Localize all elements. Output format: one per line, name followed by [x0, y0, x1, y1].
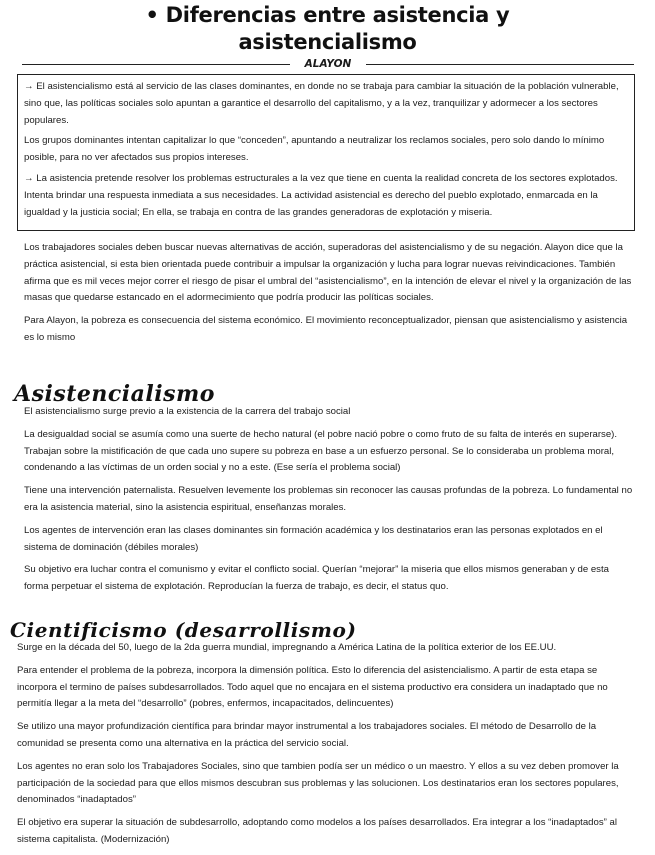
box-paragraph-asistencialismo: → El asistencialismo está al servicio de las clases dominantes, en donde no se trabaja para cambiar la situación de la población vulnerable, sino que, las políticas sociales solo apuntan a garantice el desarrollo del capitalismo, y a la vez, tranquilizar y adormecer a los sectores populares. — [24, 81, 619, 126]
box-paragraph-grupos-dominantes: Los grupos dominantes intentan capitalizar lo que “conceden”, apuntando a neutralizar los reclamos sociales, pero solo dando lo mínimo posible, para no ver afectados sus propios intereses. — [24, 135, 605, 164]
author-name: ALAYON — [304, 58, 352, 70]
asistencialismo-paragraph-3: Tiene una intervención paternalista. Resuelven levemente los problemas sin reconocer las causas profundas de la pobreza. Lo fundamental no era la asistencia material, sino la asistencia espiritual, enseñanzas morales. — [24, 485, 633, 513]
cientificismo-paragraph-4: Los agentes no eran solo los Trabajadores Sociales, sino que tambien podía ser un médico o un maestro. Y ellos a su vez deben promover la participación de la sociedad para que ellos mismos descubran sus problemas y las solucionen. Los destinatarios eran los sectores populares, denominados “inadaptados” — [17, 760, 619, 806]
cientificismo-section — [17, 640, 635, 855]
intro-paragraph-1: Los trabajadores sociales deben buscar nuevas alternativas de acción, superadoras del asistencialismo y de su negación. Alayon dice que la práctica asistencial, si esta bien orientada puede contribuir a impulsar la organización y lucha para lograr nuevas reivindicaciones. También afirma que es mil veces mejor correr el riesgo de pisar el umbral del “asistencialismo”, en la intención de elevar el nivel y la organización de las masas que quedarse estancado en el adormecimiento que podría producir las políticas sociales. — [24, 242, 632, 304]
asistencialismo-paragraph-5: Su objetivo era luchar contra el comunismo y evitar el conflicto social. Querían “mejorar” la miseria que ellos mismos generaban y de esta forma perpetuar el sistema de explotación. Reproducían la fuerza de trabajo, es decir, el status quo. — [24, 564, 609, 593]
box-paragraph-asistencia: → La asistencia pretende resolver los problemas estructurales a la vez que tiene en cuenta la realidad concreta de los sectores explotados. Intenta brindar una respuesta inmediata a sus necesidades. La actividad asistencial es derecho del pueblo explotado, enmarcada en la igualdad y la justicia social; En ella, se trabaja en contra de las grandes generadoras de explotación y miseria. — [24, 172, 618, 218]
intro-section — [24, 240, 634, 353]
asistencialismo-paragraph-4: Los agentes de intervención eran las clases dominantes sin formación académica y los destinatarios eran las personas explotados en el sistema de dominación (débiles morales) — [24, 524, 603, 553]
comparison-box — [17, 74, 635, 231]
cientificismo-paragraph-2: Para entender el problema de la pobreza, incorpora la dimensión política. Esto lo diferencia del asistencialismo. A partir de esta etapa se incorpora el termino de países subdesarrollados. Todo aquel que no encajara en el sistema productivo era considera un inadaptado que no permitía llegar a la meta del “desarrollo” (pobres, enfermos, incapacitados, delincuentes) — [17, 664, 608, 710]
cientificismo-paragraph-3: Se utilizo una mayor profundización científica para brindar mayor instrumental a los trabajadores sociales. El método de Desarrollo de la comunidad se presenta como una alternativa en la práctica del servicio social. — [17, 721, 597, 749]
asistencialismo-paragraph-2: La desigualdad social se asumía como una suerte de hecho natural (el pobre nació pobre o como fruto de su falta de interés en superarse). Trabajan sobre la mistificación de que cada uno supere su pobreza en base a un esfuerzo personal. Se lo consideraba un problema moral, condenando a las víctimas de un orden social y no a este. (Ese sería el problema social) — [24, 428, 618, 474]
page-title-line-1: • Diferencias entre asistencia y — [145, 3, 510, 27]
cientificismo-paragraph-1: Surge en la década del 50, luego de la 2da guerra mundial, impregnando a América Latina de la política exterior de los EE.UU. — [17, 642, 557, 653]
section-heading-asistencialismo: Asistencialismo — [14, 381, 215, 407]
asistencialismo-section — [24, 404, 634, 602]
asistencialismo-paragraph-1: El asistencialismo surge previo a la existencia de la carrera del trabajo social — [24, 406, 351, 417]
divider-rule-right — [366, 64, 634, 65]
intro-paragraph-2: Para Alayon, la pobreza es consecuencia del sistema económico. El movimiento reconceptualizador, piensan que asistencialismo y asistencia es lo mismo — [24, 315, 628, 343]
section-heading-cientificismo: Cientificismo (desarrollismo) — [10, 618, 357, 642]
author-divider — [22, 57, 634, 71]
cientificismo-paragraph-5: El objetivo era superar la situación de subdesarrollo, adoptando como modelos a los países desarrollados. Era integrar a los “inadaptados” al sistema capitalista. (Modernización) — [17, 817, 617, 845]
page-title-line-2: asistencialismo — [238, 30, 417, 54]
